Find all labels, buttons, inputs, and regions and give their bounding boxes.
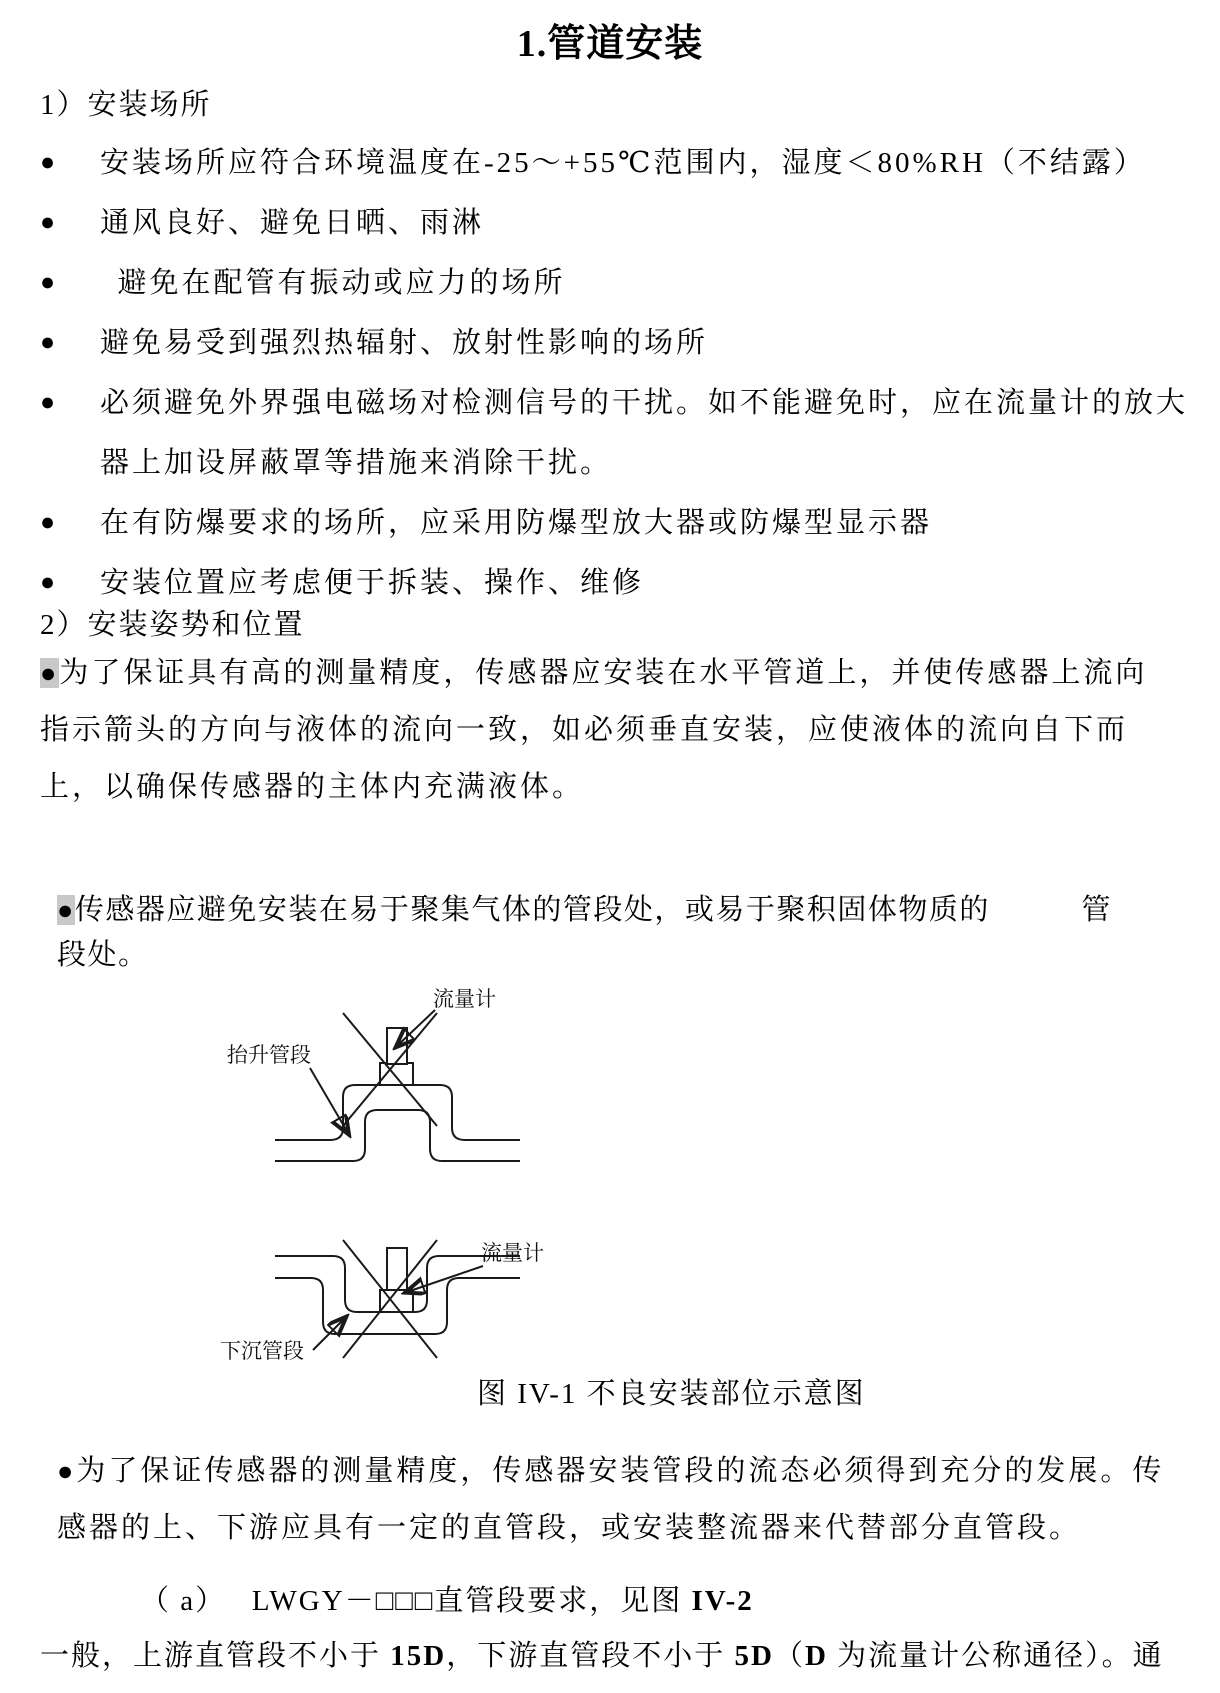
paragraph-avoid-gas-pockets (57, 888, 1192, 978)
list-item-text: 安装位置应考虑便于拆装、操作、维修 (100, 567, 645, 599)
bullet-icon: ● (40, 269, 56, 296)
text-run: 一般，上游直管段不小于 (40, 1640, 391, 1672)
figure-diagram-sunken-segment (215, 1230, 555, 1375)
pipe-inner-line (275, 1110, 520, 1161)
paragraph-sensor-orientation (40, 645, 1172, 816)
figure-caption: 图 IV-1 不良安装部位示意图 (477, 1378, 866, 1410)
list-item (40, 313, 1188, 373)
bullet-icon: ● (40, 329, 56, 356)
bullet-icon: ● (40, 509, 56, 536)
bullet-icon: ● (40, 389, 56, 416)
list-item (40, 553, 1188, 613)
list-item (40, 193, 1188, 253)
flowmeter-body (387, 1248, 407, 1290)
text-run: （ (773, 1640, 805, 1672)
list-item-text: 避免在配管有振动或应力的场所 (100, 267, 566, 299)
list-item (40, 373, 1188, 493)
bullet-icon: ● (40, 149, 56, 176)
bullet-icon: ● (57, 1456, 77, 1486)
text-run: （ a） LWGY－□□□直管段要求，见图 (140, 1585, 692, 1617)
highlighted-bullet-icon: ● (40, 658, 60, 688)
text-run: ，下游直管段不小于 (446, 1640, 735, 1672)
bold-text-run: 15D (390, 1640, 447, 1672)
straight-pipe-length-line (40, 1633, 1164, 1674)
paragraph-text: 传感器应避免安装在易于聚集气体的管段处，或易于聚积固体物质的 管 (74, 894, 1112, 926)
bold-text-run: IV-2 (691, 1585, 754, 1617)
list-item-text: 通风良好、避免日晒、雨淋 (100, 207, 485, 239)
segment-label: 下沉管段 (220, 1339, 304, 1363)
page-title: 1.管道安装 (516, 23, 704, 65)
list-item-text: 安装场所应符合环境温度在-25～+55℃范围内，湿度＜80%RH（不结露） (100, 147, 1146, 179)
list-item (40, 133, 1188, 193)
installation-site-bullet-list (40, 133, 1188, 613)
list-item-text: 在有防爆要求的场所，应采用防爆型放大器或防爆型显示器 (100, 507, 933, 539)
paragraph-line (57, 888, 1192, 933)
paragraph-text: 为了保证传感器的测量精度，传感器安装管段的流态必须得到充分的发展。传感器的上、下游应具有一定的直管段，或安装整流器来代替部分直管段。 (57, 1455, 1165, 1544)
bold-text-run: 5D (734, 1640, 774, 1672)
bullet-icon: ● (40, 209, 56, 236)
list-item (40, 253, 1188, 313)
flowmeter-base (380, 1063, 413, 1085)
list-item-text: 必须避免外界强电磁场对检测信号的干扰。如不能避免时，应在流量计的放大器上加设屏蔽罩等措施来消除干扰。 (100, 387, 1189, 479)
paragraph-text: 为了保证具有高的测量精度，传感器应安装在水平管道上，并使传感器上流向指示箭头的方向与液体的流向一致，如必须垂直安装，应使液体的流向自下而上，以确保传感器的主体内充满液体。 (40, 657, 1148, 803)
figure-diagram-raised-segment (215, 978, 555, 1183)
flowmeter-label: 流量计 (433, 987, 496, 1011)
bullet-icon: ● (40, 569, 56, 596)
paragraph-line: 段处。 (57, 939, 149, 971)
highlighted-bullet-icon: ● (57, 895, 75, 925)
flowmeter-label: 流量计 (481, 1241, 544, 1265)
text-run: 为流量计公称通径）。通 (827, 1640, 1164, 1672)
list-item-text: 避免易受到强烈热辐射、放射性影响的场所 (100, 327, 709, 359)
pipe-outer-line (275, 1085, 520, 1140)
section-2-heading: 2）安装姿势和位置 (40, 609, 305, 641)
list-item (40, 493, 1188, 553)
segment-label: 抬升管段 (227, 1043, 311, 1067)
bold-text-run: D (804, 1640, 828, 1672)
straight-pipe-requirement-line (140, 1578, 754, 1619)
paragraph-flow-development (57, 1443, 1182, 1557)
section-1-heading: 1）安装场所 (40, 89, 212, 121)
